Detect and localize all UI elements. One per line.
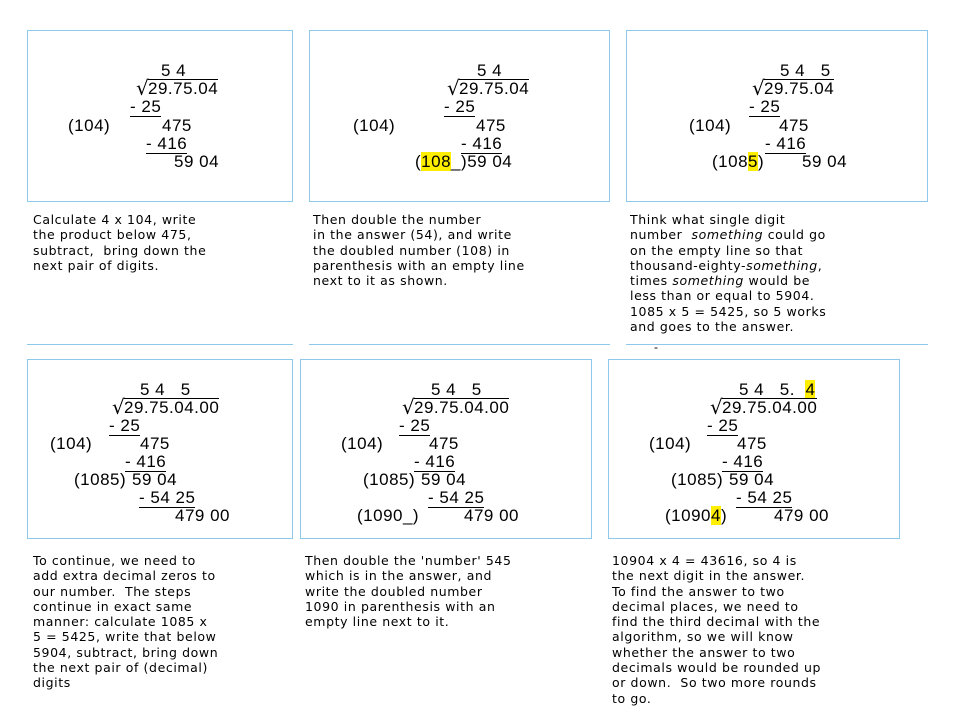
caption-line: the next pair of (decimal): [33, 660, 208, 676]
caption-line: next to it as shown.: [313, 273, 448, 289]
step3-div2-pre: (108: [712, 152, 749, 171]
step4-divisor1: (104): [50, 434, 93, 453]
separator-line-left: [27, 344, 293, 345]
step1-divisor1: (104): [68, 116, 111, 135]
caption-line: our number. The steps: [33, 583, 192, 599]
step5-radicand: 29.75.04.00: [414, 398, 510, 417]
step6-rem2: 59 04: [729, 470, 775, 489]
step5-work: [301, 360, 591, 538]
square-root-icon: √: [112, 395, 125, 419]
caption-line: add extra decimal zeros to: [33, 568, 216, 584]
square-root-icon: √: [402, 395, 415, 419]
step6-panel: [608, 359, 900, 539]
step5-sub1: - 25: [399, 416, 431, 435]
step1-rem2: 59 04: [174, 152, 220, 171]
caption-line: next pair of digits.: [33, 257, 160, 273]
caption-line: Then double the number: [313, 212, 482, 227]
caption-line: 1090 in parenthesis with an: [305, 598, 496, 614]
step2-sub1: - 25: [444, 97, 476, 116]
square-root-icon: √: [447, 76, 460, 100]
step6-rem3: 479 00: [774, 506, 829, 525]
step6-divisor2: (1085): [671, 470, 724, 489]
step1-sub1: - 25: [130, 97, 162, 116]
caption-text: 1085 x 5 = 5425, so 5 works: [630, 303, 827, 319]
step2-paren-open: (: [415, 152, 422, 171]
step6-work: [609, 360, 899, 538]
caption-text: Think what single digit: [630, 212, 786, 227]
caption-line: decimals would be rounded up: [612, 660, 822, 676]
stray-mark: -: [654, 340, 658, 354]
caption-text: number: [630, 227, 692, 243]
caption-text: on the empty line so that: [630, 242, 804, 258]
step6-div3-pre: (1090: [665, 506, 711, 525]
step4-quotient: 5 4 5: [140, 380, 191, 399]
step4-sub2: - 416: [125, 452, 167, 471]
step6-quotient-digit-highlight: 4: [805, 380, 816, 399]
step2-paren-close: ): [461, 152, 468, 171]
square-root-icon: √: [752, 76, 765, 100]
caption-line: decimal places, we need to: [612, 598, 799, 614]
caption-line: [630, 273, 826, 288]
caption-line: To continue, we need to: [33, 553, 196, 568]
caption-line: parenthesis with an empty line: [313, 257, 525, 273]
caption-text: thousand-eighty-: [630, 257, 747, 273]
step6-sub2: - 416: [722, 452, 764, 471]
caption-line: find the third decimal with the: [612, 614, 821, 630]
caption-line: [630, 319, 826, 334]
caption-line: [630, 258, 826, 273]
step1-rem1: 475: [162, 116, 192, 135]
caption-line: empty line next to it.: [305, 614, 450, 630]
step1-radicand: 29.75.04: [148, 79, 219, 98]
caption-line: algorithm, so we will know: [612, 629, 794, 645]
step4-panel: [27, 359, 293, 539]
step4-rem1: 475: [140, 434, 170, 453]
step6-divisor1: (104): [649, 434, 692, 453]
caption-text: would be: [743, 273, 811, 289]
caption-line: continue in exact same: [33, 598, 193, 614]
step4-radicand: 29.75.04.00: [124, 398, 220, 417]
step2-caption: [313, 212, 525, 288]
step3-div2-post: ): [758, 152, 765, 171]
step6-sub1: - 25: [707, 416, 739, 435]
step4-rem2: 59 04: [132, 470, 178, 489]
step2-blank-line: _: [451, 152, 462, 171]
step3-caption: [630, 212, 826, 334]
caption-line: subtract, bring down the: [33, 242, 207, 258]
caption-text: and goes to the answer.: [630, 319, 795, 335]
step5-divisor1: (104): [341, 434, 384, 453]
step2-radicand: 29.75.04: [459, 79, 530, 98]
step1-quotient: 5 4: [161, 61, 187, 80]
caption-line: [630, 243, 826, 258]
step5-rem2: 59 04: [421, 470, 467, 489]
caption-line: the next digit in the answer.: [612, 568, 806, 584]
caption-line: Calculate 4 x 104, write: [33, 212, 197, 227]
caption-line: digits: [33, 675, 71, 691]
step3-work: [627, 31, 927, 201]
separator-line-middle: [309, 344, 610, 345]
step6-quotient-line: [739, 381, 815, 398]
caption-emphasis: something: [672, 273, 744, 289]
caption-line: Then double the 'number' 545: [305, 553, 512, 568]
step2-doubled-highlight: 108: [421, 152, 452, 171]
caption-line: the product below 475,: [33, 227, 192, 243]
caption-line: whether the answer to two: [612, 644, 796, 660]
step3-sub1: - 25: [749, 97, 781, 116]
caption-line: [630, 212, 826, 227]
caption-line: [630, 304, 826, 319]
caption-text: less than or equal to 5904.: [630, 288, 815, 304]
step3-rem1: 475: [779, 116, 809, 135]
caption-line: the doubled number (108) in: [313, 242, 510, 258]
step4-divisor2: (1085): [74, 470, 127, 489]
step4-sub3: - 54 25: [139, 488, 196, 507]
step5-divisor2: (1085): [363, 470, 416, 489]
step5-sub3: - 54 25: [428, 488, 485, 507]
step5-rem1: 475: [429, 434, 459, 453]
step3-radicand: 29.75.04: [764, 79, 835, 98]
caption-line: 5904, subtract, bring down: [33, 644, 219, 660]
caption-line: write the doubled number: [305, 583, 483, 599]
step1-sub2: - 416: [146, 134, 188, 153]
square-root-icon: √: [136, 76, 149, 100]
step6-digit-highlight: 4: [710, 506, 721, 525]
caption-text: could go: [763, 227, 826, 243]
step2-divisor2: [415, 153, 512, 170]
step6-div3-post: ): [720, 506, 728, 525]
caption-line: manner: calculate 1085 x: [33, 614, 208, 630]
step4-work: [28, 360, 292, 538]
caption-line: 10904 x 4 = 43616, so 4 is: [612, 553, 797, 568]
step5-sub2: - 416: [414, 452, 456, 471]
caption-line: which is in the answer, and: [305, 568, 493, 584]
step6-rem1: 475: [737, 434, 767, 453]
step5-divisor3: (1090_): [357, 506, 420, 525]
step5-panel: [300, 359, 592, 539]
step2-divisor1: (104): [353, 116, 396, 135]
caption-line: or down. So two more rounds: [612, 675, 817, 691]
caption-line: [630, 288, 826, 303]
step5-rem3: 479 00: [464, 506, 519, 525]
caption-text: times: [630, 273, 673, 289]
square-root-icon: √: [710, 395, 723, 419]
caption-text: ,: [817, 257, 823, 273]
step6-radicand: 29.75.04.00: [722, 398, 818, 417]
step3-panel: [626, 30, 928, 202]
caption-emphasis: something: [746, 257, 818, 273]
step4-caption: [33, 553, 218, 691]
step3-rem2: 59 04: [802, 152, 848, 171]
caption-line: 5 = 5425, write that below: [33, 629, 217, 645]
step2-work: [310, 31, 609, 201]
caption-emphasis: something: [691, 227, 764, 243]
step3-digit-highlight: 5: [748, 152, 758, 171]
step4-rem3: 479 00: [175, 506, 230, 525]
step3-divisor2: [712, 153, 764, 170]
step2-rem2: 59 04: [467, 152, 513, 171]
step6-sub3: - 54 25: [736, 488, 793, 507]
step3-divisor1: (104): [689, 116, 732, 135]
step2-rem1: 475: [476, 116, 506, 135]
caption-line: To find the answer to two: [612, 583, 785, 599]
step6-quotient: 5 4 5.: [739, 380, 806, 399]
step6-caption: [612, 553, 821, 706]
step1-panel: [27, 30, 293, 202]
step3-sub2: - 416: [765, 134, 807, 153]
step3-quotient: 5 4 5: [780, 61, 831, 80]
step1-work: [28, 31, 292, 201]
caption-line: to go.: [612, 690, 652, 706]
step2-sub2: - 416: [461, 134, 503, 153]
step1-caption: [33, 212, 206, 273]
step6-divisor3: [665, 507, 727, 524]
step5-quotient: 5 4 5: [431, 380, 482, 399]
caption-line: in the answer (54), and write: [313, 227, 512, 243]
step5-caption: [305, 553, 512, 629]
caption-line: [630, 227, 826, 242]
step2-panel: [309, 30, 610, 202]
step4-sub1: - 25: [109, 416, 141, 435]
separator-line-right: [626, 344, 928, 345]
step2-quotient: 5 4: [477, 61, 503, 80]
